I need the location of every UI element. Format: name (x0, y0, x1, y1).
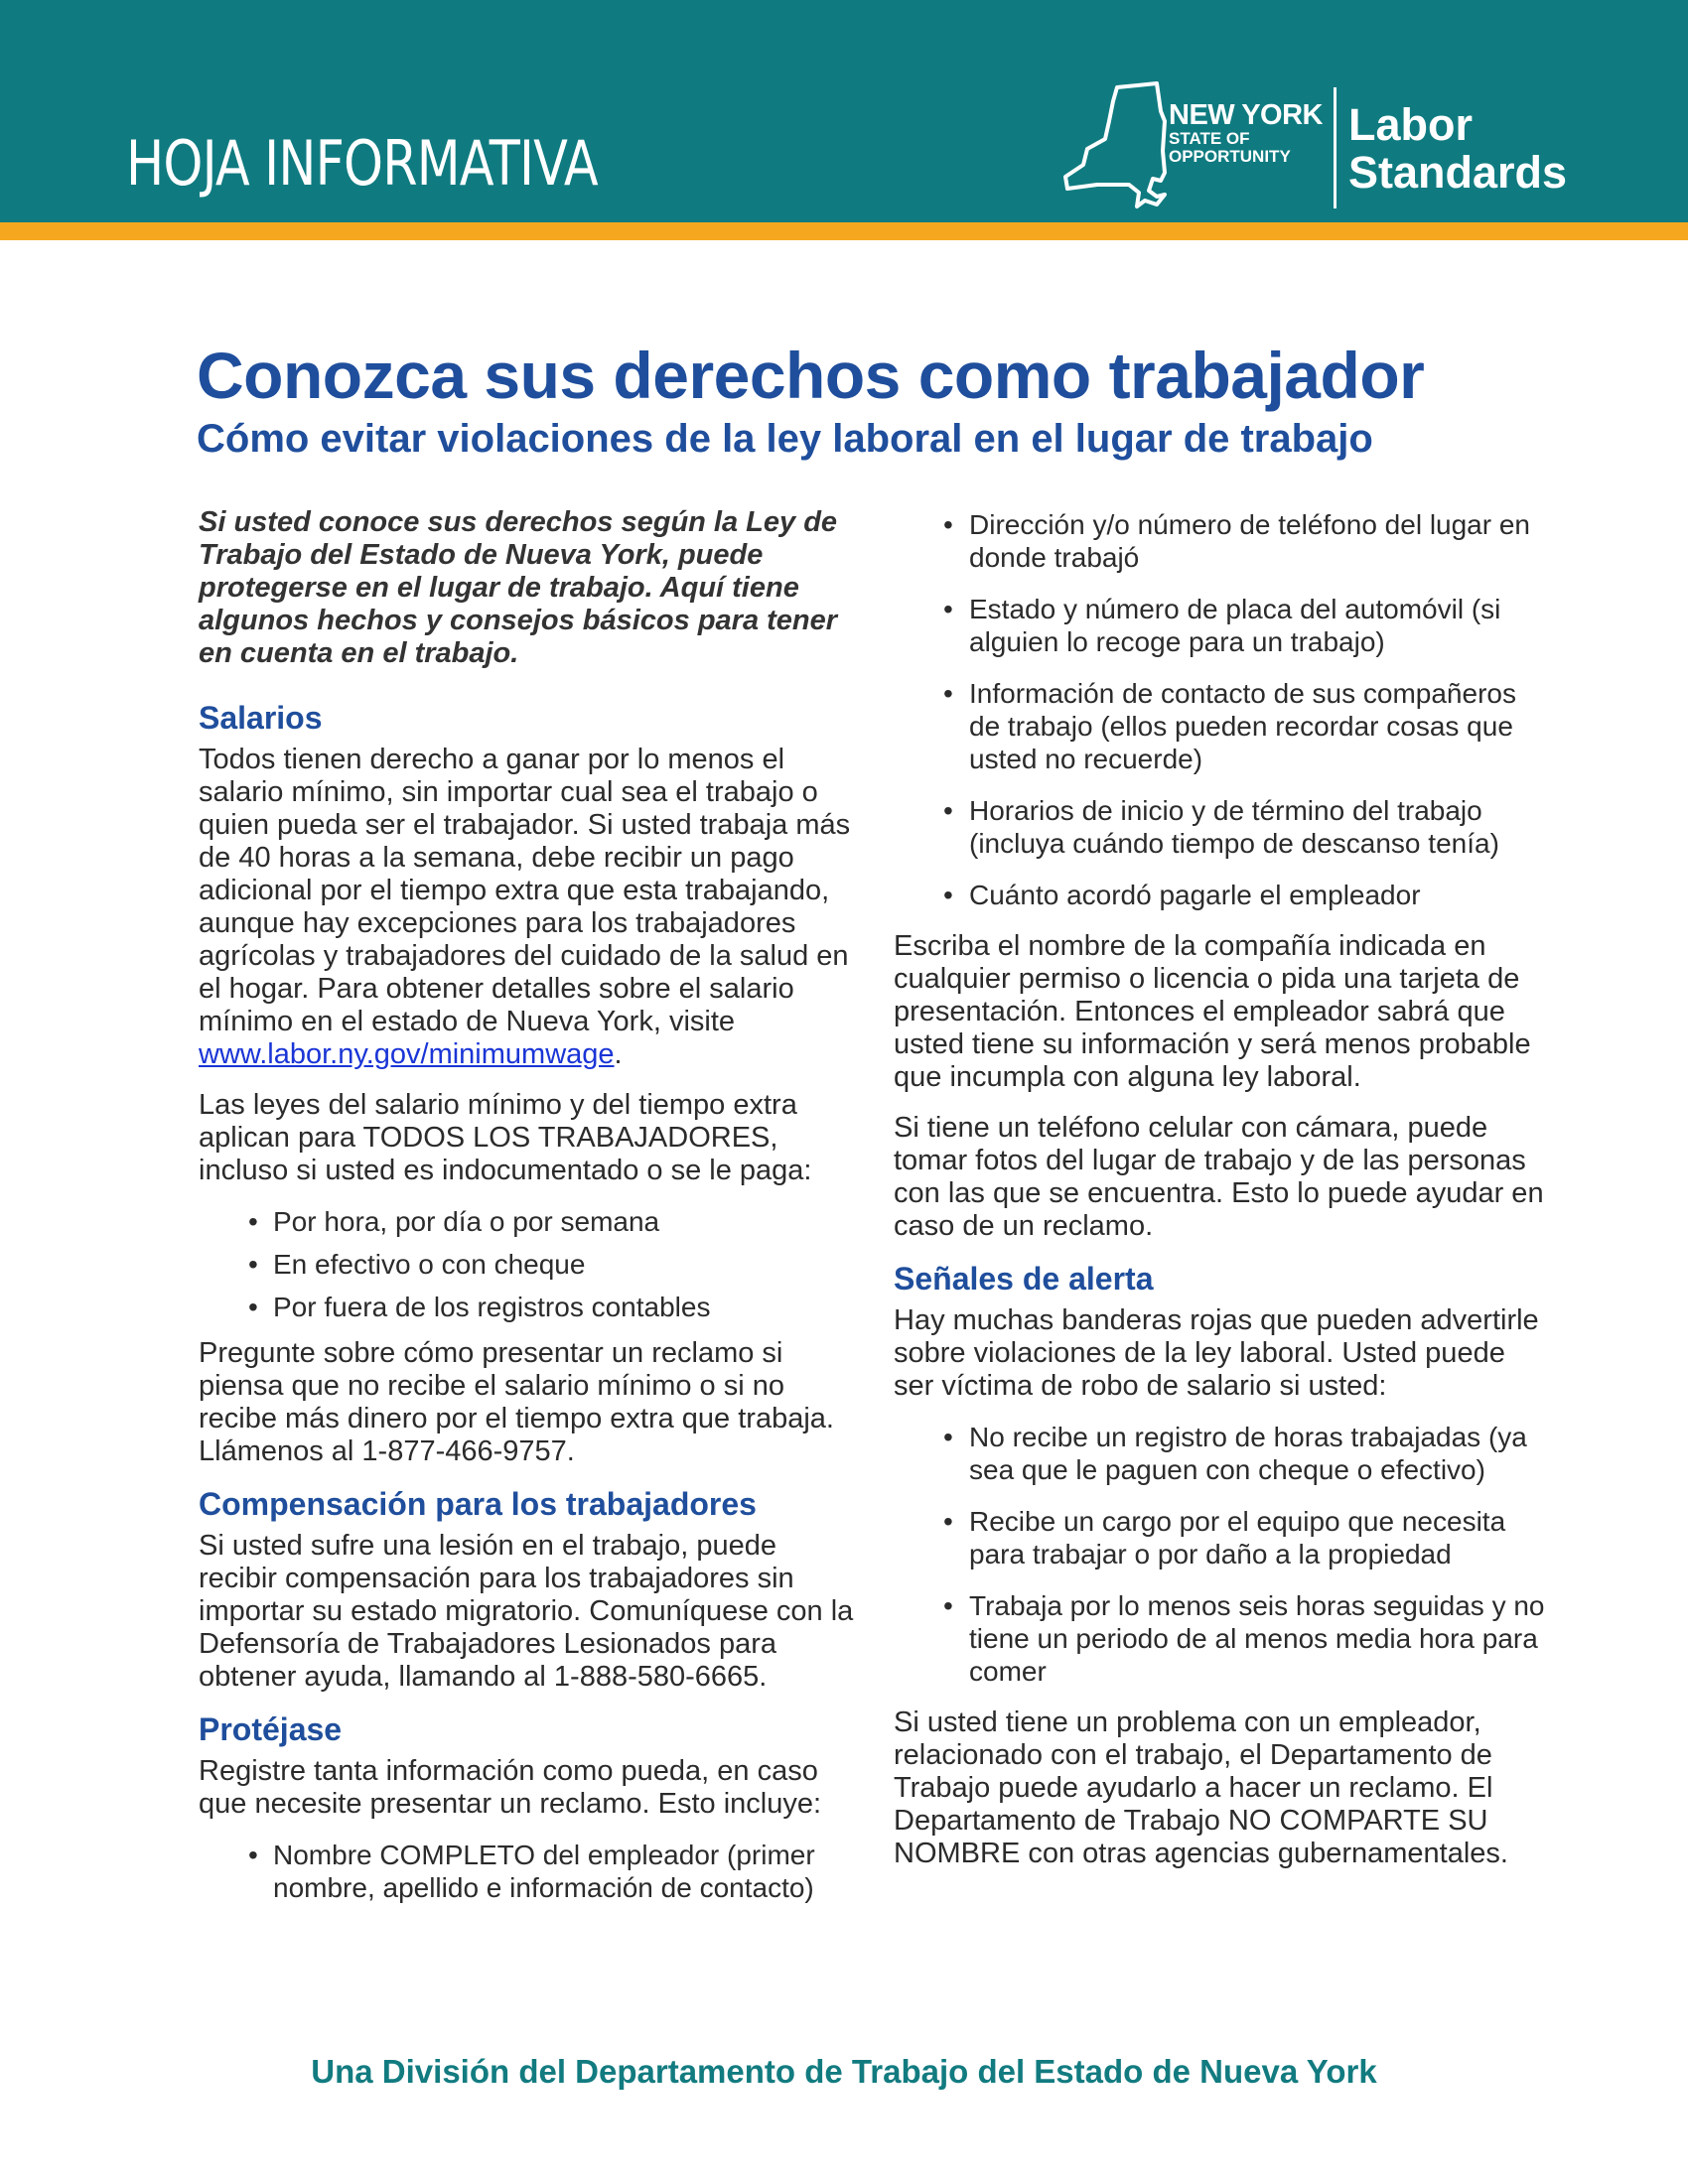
intro-paragraph: Si usted conoce sus derechos según la Ley de Trabajo del Estado de Nueva York, puede protegerse en el lugar de trabajo. Aquí tiene algunos hechos y consejos básicos para tener en cuenta en el trabajo. (199, 506, 838, 669)
ny-labor-standards-logo (1057, 81, 1574, 210)
salarios-bullet-list (199, 1205, 854, 1323)
right-paragraph-3: Si usted tiene un problema con un empleador, relacionado con el trabajo, el Departamento de Trabajo puede ayudarlo a hacer un reclamo. El Departamento de Trabajo NO COMPARTE SU NOMBRE con otras agencias gubernamentales. (894, 1706, 1508, 1869)
list-item: • Trabaja por lo menos seis horas seguidas y no tiene un periodo de al menos media hora para comer (894, 1589, 1549, 1688)
compensacion-heading: Compensación para los trabajadores (199, 1486, 757, 1522)
salarios-paragraph-1 (199, 744, 854, 1071)
logo-right-line-1: Labor (1348, 99, 1474, 150)
document-type-label: HOJA INFORMATIVA (126, 127, 598, 200)
logo-divider (1334, 87, 1336, 208)
left-column (199, 506, 854, 1918)
page-subtitle: Cómo evitar violaciones de la ley laboral en el lugar de trabajo (197, 417, 1373, 461)
logo-line-2: STATE OF (1169, 129, 1250, 148)
labor-standards-wordmark (1348, 101, 1567, 197)
logo-line-3: OPPORTUNITY (1169, 147, 1291, 166)
protejase-heading: Protéjase (199, 1711, 343, 1747)
protejase-bullet-list-continued (894, 508, 1549, 911)
protejase-paragraph: Registre tanta información como pueda, en caso que necesite presentar un reclamo. Esto incluye: (199, 1755, 822, 1820)
right-paragraph-1: Escriba el nombre de la compañía indicada en cualquier permiso o licencia o pida una tarjeta de presentación. Entonces el empleador sabrá que usted tiene su información y será menos probable que incumpla con alguna ley laboral. (894, 930, 1531, 1093)
right-column (894, 508, 1549, 1888)
list-item: • Por hora, por día o por semana (199, 1205, 854, 1238)
alert-heading: Señales de alerta (894, 1261, 1154, 1297)
list-item: • Horarios de inicio y de término del trabajo (incluya cuándo tiempo de descanso tenía) (894, 794, 1549, 860)
list-item: • En efectivo o con cheque (199, 1248, 854, 1281)
page-title: Conozca sus derechos como trabajador (197, 339, 1425, 412)
list-item: • Información de contacto de sus compañeros de trabajo (ellos pueden recordar cosas que usted no recuerde) (894, 677, 1549, 775)
salarios-heading: Salarios (199, 700, 323, 736)
ny-wordmark (1169, 101, 1323, 166)
header-stripe (0, 222, 1688, 240)
list-item: • Recibe un cargo por el equipo que necesita para trabajar o por daño a la propiedad (894, 1505, 1549, 1570)
alert-bullet-list (894, 1421, 1549, 1688)
salarios-text: Todos tienen derecho a ganar por lo menos el salario mínimo, sin importar cual sea el trabajo o quien pueda ser el trabajador. Si usted trabaja más de 40 horas a la semana, debe recibir un pago adicional por el tiempo extra que esta trabajando, aunque hay excepciones para los trabajadores agrícolas y trabajadores del cuidado de la salud en el hogar. Para obtener detalles sobre el salario mínimo en el estado de Nueva York, visite (199, 744, 851, 1037)
compensacion-paragraph: Si usted sufre una lesión en el trabajo, puede recibir compensación para los trabajadores sin importar su estado migratorio. Comuníquese con la Defensoría de Trabajadores Lesionados para obtener ayuda, llamando al 1-888-580-6665. (199, 1530, 854, 1693)
minimum-wage-link[interactable]: www.labor.ny.gov/minimumwage (199, 1038, 615, 1070)
list-item: • Dirección y/o número de teléfono del lugar en donde trabajó (894, 508, 1549, 574)
salarios-paragraph-3: Pregunte sobre cómo presentar un reclamo si piensa que no recibe el salario mínimo o si no recibe más dinero por el tiempo extra que trabaja. Llámenos al 1-877-466-9757. (199, 1337, 834, 1467)
protejase-bullet-list (199, 1839, 854, 1904)
salarios-paragraph-2: Las leyes del salario mínimo y del tiempo extra aplican para TODOS LOS TRABAJADORES, incluso si usted es indocumentado o se le paga: (199, 1089, 812, 1186)
logo-line-1: NEW YORK (1169, 99, 1323, 131)
alert-paragraph: Hay muchas banderas rojas que pueden advertirle sobre violaciones de la ley laboral. Usted puede ser víctima de robo de salario si usted: (894, 1304, 1539, 1402)
list-item: • Nombre COMPLETO del empleador (primer nombre, apellido e información de contacto) (199, 1839, 854, 1904)
new-york-state-map-icon (1057, 81, 1167, 210)
list-item: • Estado y número de placa del automóvil (si alguien lo recoge para un trabajo) (894, 593, 1549, 658)
footer-division-text: Una División del Departamento de Trabajo del Estado de Nueva York (311, 2053, 1377, 2090)
right-paragraph-2: Si tiene un teléfono celular con cámara, puede tomar fotos del lugar de trabajo y de las personas con las que se encuentra. Esto lo puede ayudar en caso de un reclamo. (894, 1112, 1544, 1242)
list-item: • No recibe un registro de horas trabajadas (ya sea que le paguen con cheque o efectivo) (894, 1421, 1549, 1486)
list-item: • Por fuera de los registros contables (199, 1291, 854, 1323)
period: . (614, 1038, 623, 1070)
list-item: • Cuánto acordó pagarle el empleador (894, 879, 1549, 911)
logo-right-line-2: Standards (1348, 147, 1568, 198)
